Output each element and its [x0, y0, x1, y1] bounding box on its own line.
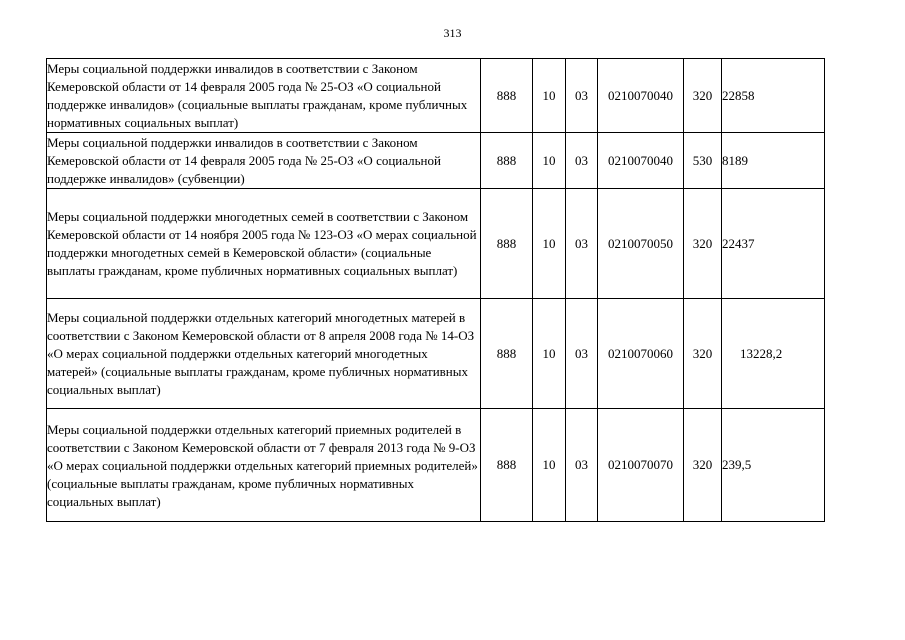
- section-code: 10: [533, 59, 566, 133]
- target-article-code: 0210070040: [598, 133, 684, 189]
- row-description: Меры социальной поддержки многодетных семей в соответствии с Законом Кемеровской области от 14 ноября 2005 года № 123-ОЗ «О мерах социальной поддержки многодетных семей в Кемеровской области» (социальные выплаты гражданам, кроме публичных нормативных социальных выплат): [47, 189, 481, 299]
- amount: 8189: [722, 133, 825, 189]
- target-article-code: 0210070060: [598, 299, 684, 409]
- budget-table: [46, 58, 825, 522]
- target-article-code: 0210070070: [598, 409, 684, 522]
- expense-type-code: 320: [684, 189, 722, 299]
- page-number: 313: [443, 26, 462, 40]
- target-article-code: 0210070040: [598, 59, 684, 133]
- row-description: Меры социальной поддержки инвалидов в соответствии с Законом Кемеровской области от 14 февраля 2005 года № 25-ОЗ «О социальной поддержке инвалидов» (социальные выплаты гражданам, кроме публичных нормативных социальных выплат): [47, 59, 481, 133]
- row-description: Меры социальной поддержки отдельных категорий многодетных матерей в соответствии с Законом Кемеровской области от 8 апреля 2008 года № 14-ОЗ «О мерах социальной поддержки отдельных категорий многодетных матерей» (социальные выплаты гражданам, кроме публичных нормативных социальных выплат): [47, 299, 481, 409]
- subsection-code: 03: [566, 189, 598, 299]
- ministry-code: 888: [481, 133, 533, 189]
- table-row: [47, 59, 825, 133]
- expense-type-code: 320: [684, 409, 722, 522]
- subsection-code: 03: [566, 133, 598, 189]
- subsection-code: 03: [566, 299, 598, 409]
- row-description: Меры социальной поддержки отдельных категорий приемных родителей в соответствии с Законом Кемеровской области от 7 февраля 2013 года № 9-ОЗ «О мерах социальной поддержки отдельных категорий приемных родителей» (социальные выплаты гражданам, кроме публичных нормативных социальных выплат): [47, 409, 481, 522]
- subsection-code: 03: [566, 409, 598, 522]
- ministry-code: 888: [481, 409, 533, 522]
- amount: 22437: [722, 189, 825, 299]
- amount: 239,5: [722, 409, 825, 522]
- section-code: 10: [533, 189, 566, 299]
- ministry-code: 888: [481, 299, 533, 409]
- section-code: 10: [533, 133, 566, 189]
- ministry-code: 888: [481, 189, 533, 299]
- target-article-code: 0210070050: [598, 189, 684, 299]
- subsection-code: 03: [566, 59, 598, 133]
- section-code: 10: [533, 299, 566, 409]
- table-row: [47, 409, 825, 522]
- table-row: [47, 299, 825, 409]
- ministry-code: 888: [481, 59, 533, 133]
- table-row: [47, 133, 825, 189]
- amount: 13228,2: [722, 299, 825, 409]
- expense-type-code: 530: [684, 133, 722, 189]
- row-description: Меры социальной поддержки инвалидов в соответствии с Законом Кемеровской области от 14 февраля 2005 года № 25-ОЗ «О социальной поддержке инвалидов» (субвенции): [47, 133, 481, 189]
- table-row: [47, 189, 825, 299]
- amount: 22858: [722, 59, 825, 133]
- expense-type-code: 320: [684, 59, 722, 133]
- section-code: 10: [533, 409, 566, 522]
- expense-type-code: 320: [684, 299, 722, 409]
